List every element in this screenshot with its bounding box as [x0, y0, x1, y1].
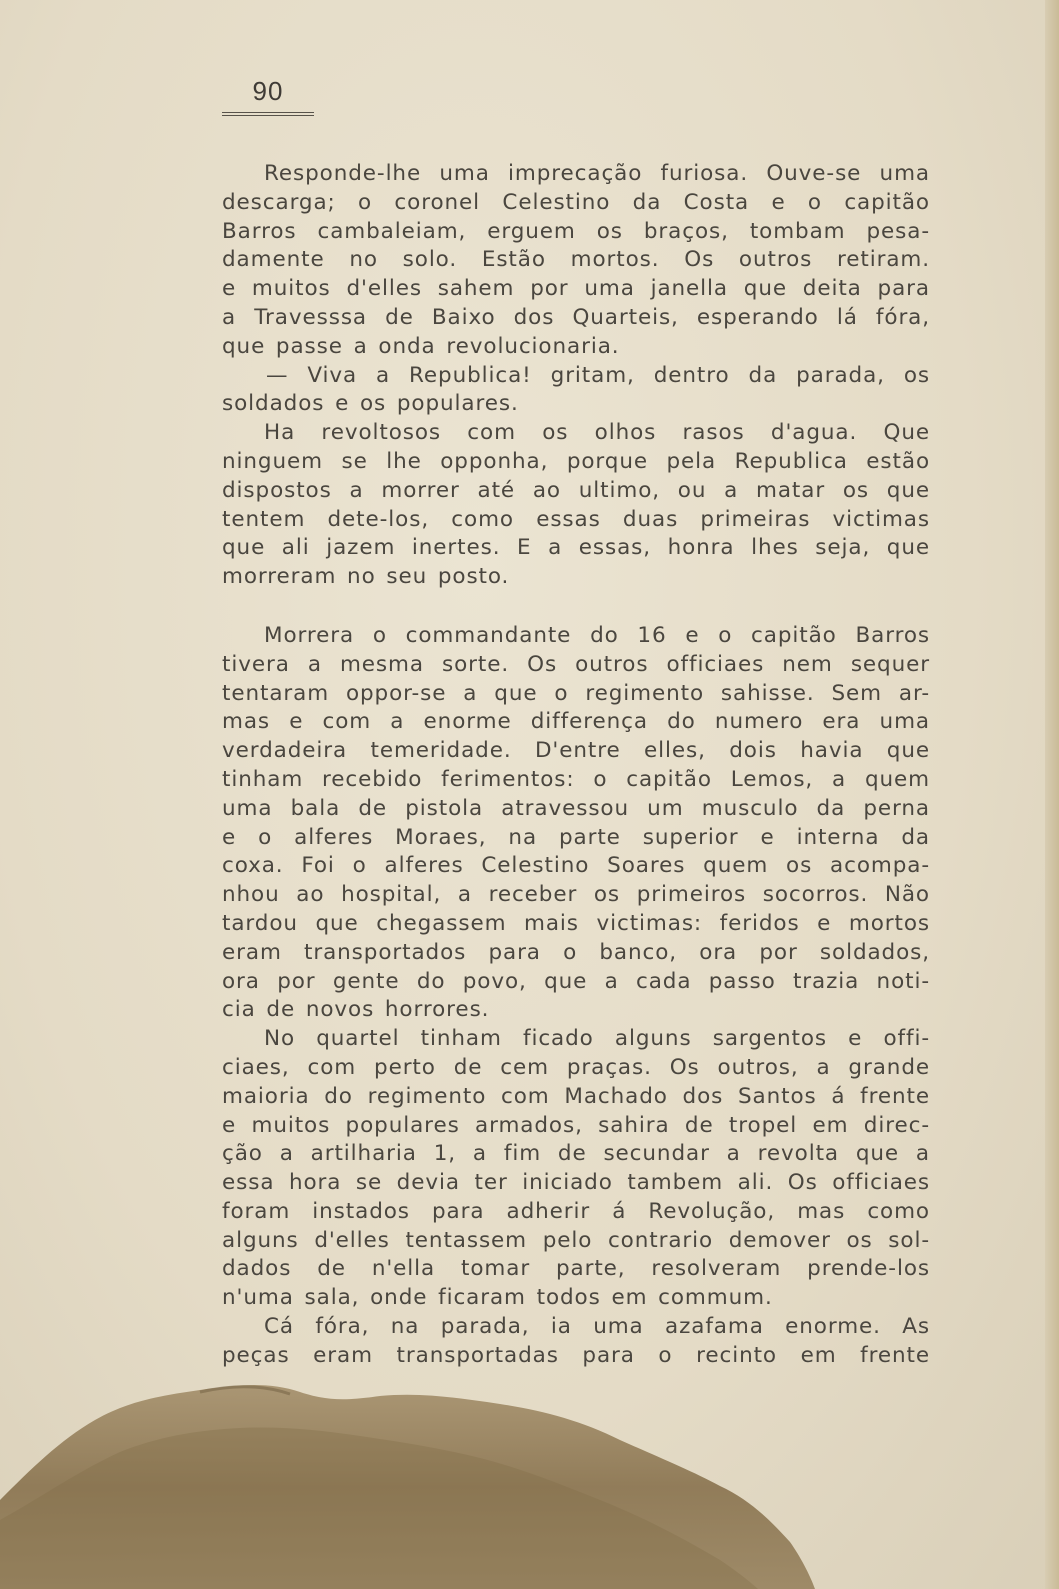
text-line: Cá fóra, na parada, ia uma azafama enorme. As: [264, 1314, 930, 1340]
text-line: ora por gente do povo, que a cada passo trazia noti-: [222, 968, 930, 994]
text-line: No quartel tinham ficado alguns sargentos e offi-: [264, 1026, 930, 1052]
text-line: alguns d'elles tentassem pelo contrario demover os sol-: [222, 1227, 930, 1253]
text-line: maioria do regimento com Machado dos Santos á frente: [222, 1083, 930, 1109]
text-line: uma bala de pistola atravessou um musculo da perna: [222, 795, 930, 821]
text-line: soldados e os populares.: [222, 391, 519, 417]
text-line: foram instados para adherir á Revolução, mas como: [222, 1198, 930, 1224]
text-line: essa hora se devia ter iniciado tambem ali. Os officiaes: [222, 1170, 930, 1196]
text-line: coxa. Foi o alferes Celestino Soares quem os acompa-: [222, 853, 930, 879]
text-line: Ha revoltosos com os olhos rasos d'agua. Que: [264, 420, 930, 446]
text-line: e muitos d'elles sahem por uma janella que deita para: [222, 276, 930, 302]
text-line: n'uma sala, onde ficaram todos em commum.: [222, 1285, 773, 1311]
text-line: a Travesssa de Baixo dos Quarteis, esperando lá fóra,: [222, 304, 930, 330]
text-line: e o alferes Moraes, na parte superior e interna da: [222, 824, 930, 850]
text-line: tivera a mesma sorte. Os outros officiaes nem sequer: [222, 651, 930, 677]
text-line: ciaes, com perto de cem praças. Os outros, a grande: [222, 1054, 930, 1080]
text-line: tentaram oppor-se a que o regimento sahisse. Sem ar-: [222, 680, 930, 706]
text-line: que passe a onda revolucionaria.: [222, 333, 620, 359]
text-line: nhou ao hospital, a receber os primeiros socorros. Não: [222, 882, 930, 908]
text-line: ção a artilharia 1, a fim de secundar a revolta que a: [222, 1141, 930, 1167]
text-line: verdadeira temeridade. D'entre elles, dois havia que: [222, 738, 930, 764]
text-line: e muitos populares armados, sahira de tropel em direc-: [222, 1112, 930, 1138]
text-line: descarga; o coronel Celestino da Costa e o capitão: [222, 189, 930, 215]
text-line: tentem dete-los, como essas duas primeiras victimas: [222, 506, 930, 532]
text-line: Barros cambaleiam, erguem os braços, tombam pesa-: [222, 218, 930, 244]
text-line: eram transportados para o banco, ora por soldados,: [222, 939, 930, 965]
text-line: mas e com a enorme differença do numero era uma: [222, 709, 930, 735]
text-line: Responde-lhe uma imprecação furiosa. Ouve-se uma: [264, 161, 930, 186]
text-line: Morrera o commandante do 16 e o capitão Barros: [264, 622, 930, 648]
text-line: cia de novos horrores.: [222, 997, 490, 1023]
text-line: tinham recebido ferimentos: o capitão Lemos, a quem: [222, 766, 930, 792]
text-line: dados de n'ella tomar parte, resolveram prende-los: [222, 1256, 930, 1282]
text-line: — Viva a Republica! gritam, dentro da parada, os: [266, 362, 930, 388]
text-line: que ali jazem inertes. E a essas, honra lhes seja, que: [222, 535, 930, 561]
text-line: morreram no seu posto.: [222, 564, 510, 590]
text-line: ninguem se lhe opponha, porque pela Republica estão: [222, 448, 930, 474]
text-line: peças eram transportadas para o recinto em frente: [222, 1342, 930, 1368]
text-line: dispostos a morrer até ao ultimo, ou a matar os que: [222, 477, 930, 503]
text-line: tardou que chegassem mais victimas: feridos e mortos: [222, 910, 930, 936]
text-line: damente no solo. Estão mortos. Os outros retiram.: [222, 247, 930, 273]
page-number: 90: [252, 76, 284, 106]
